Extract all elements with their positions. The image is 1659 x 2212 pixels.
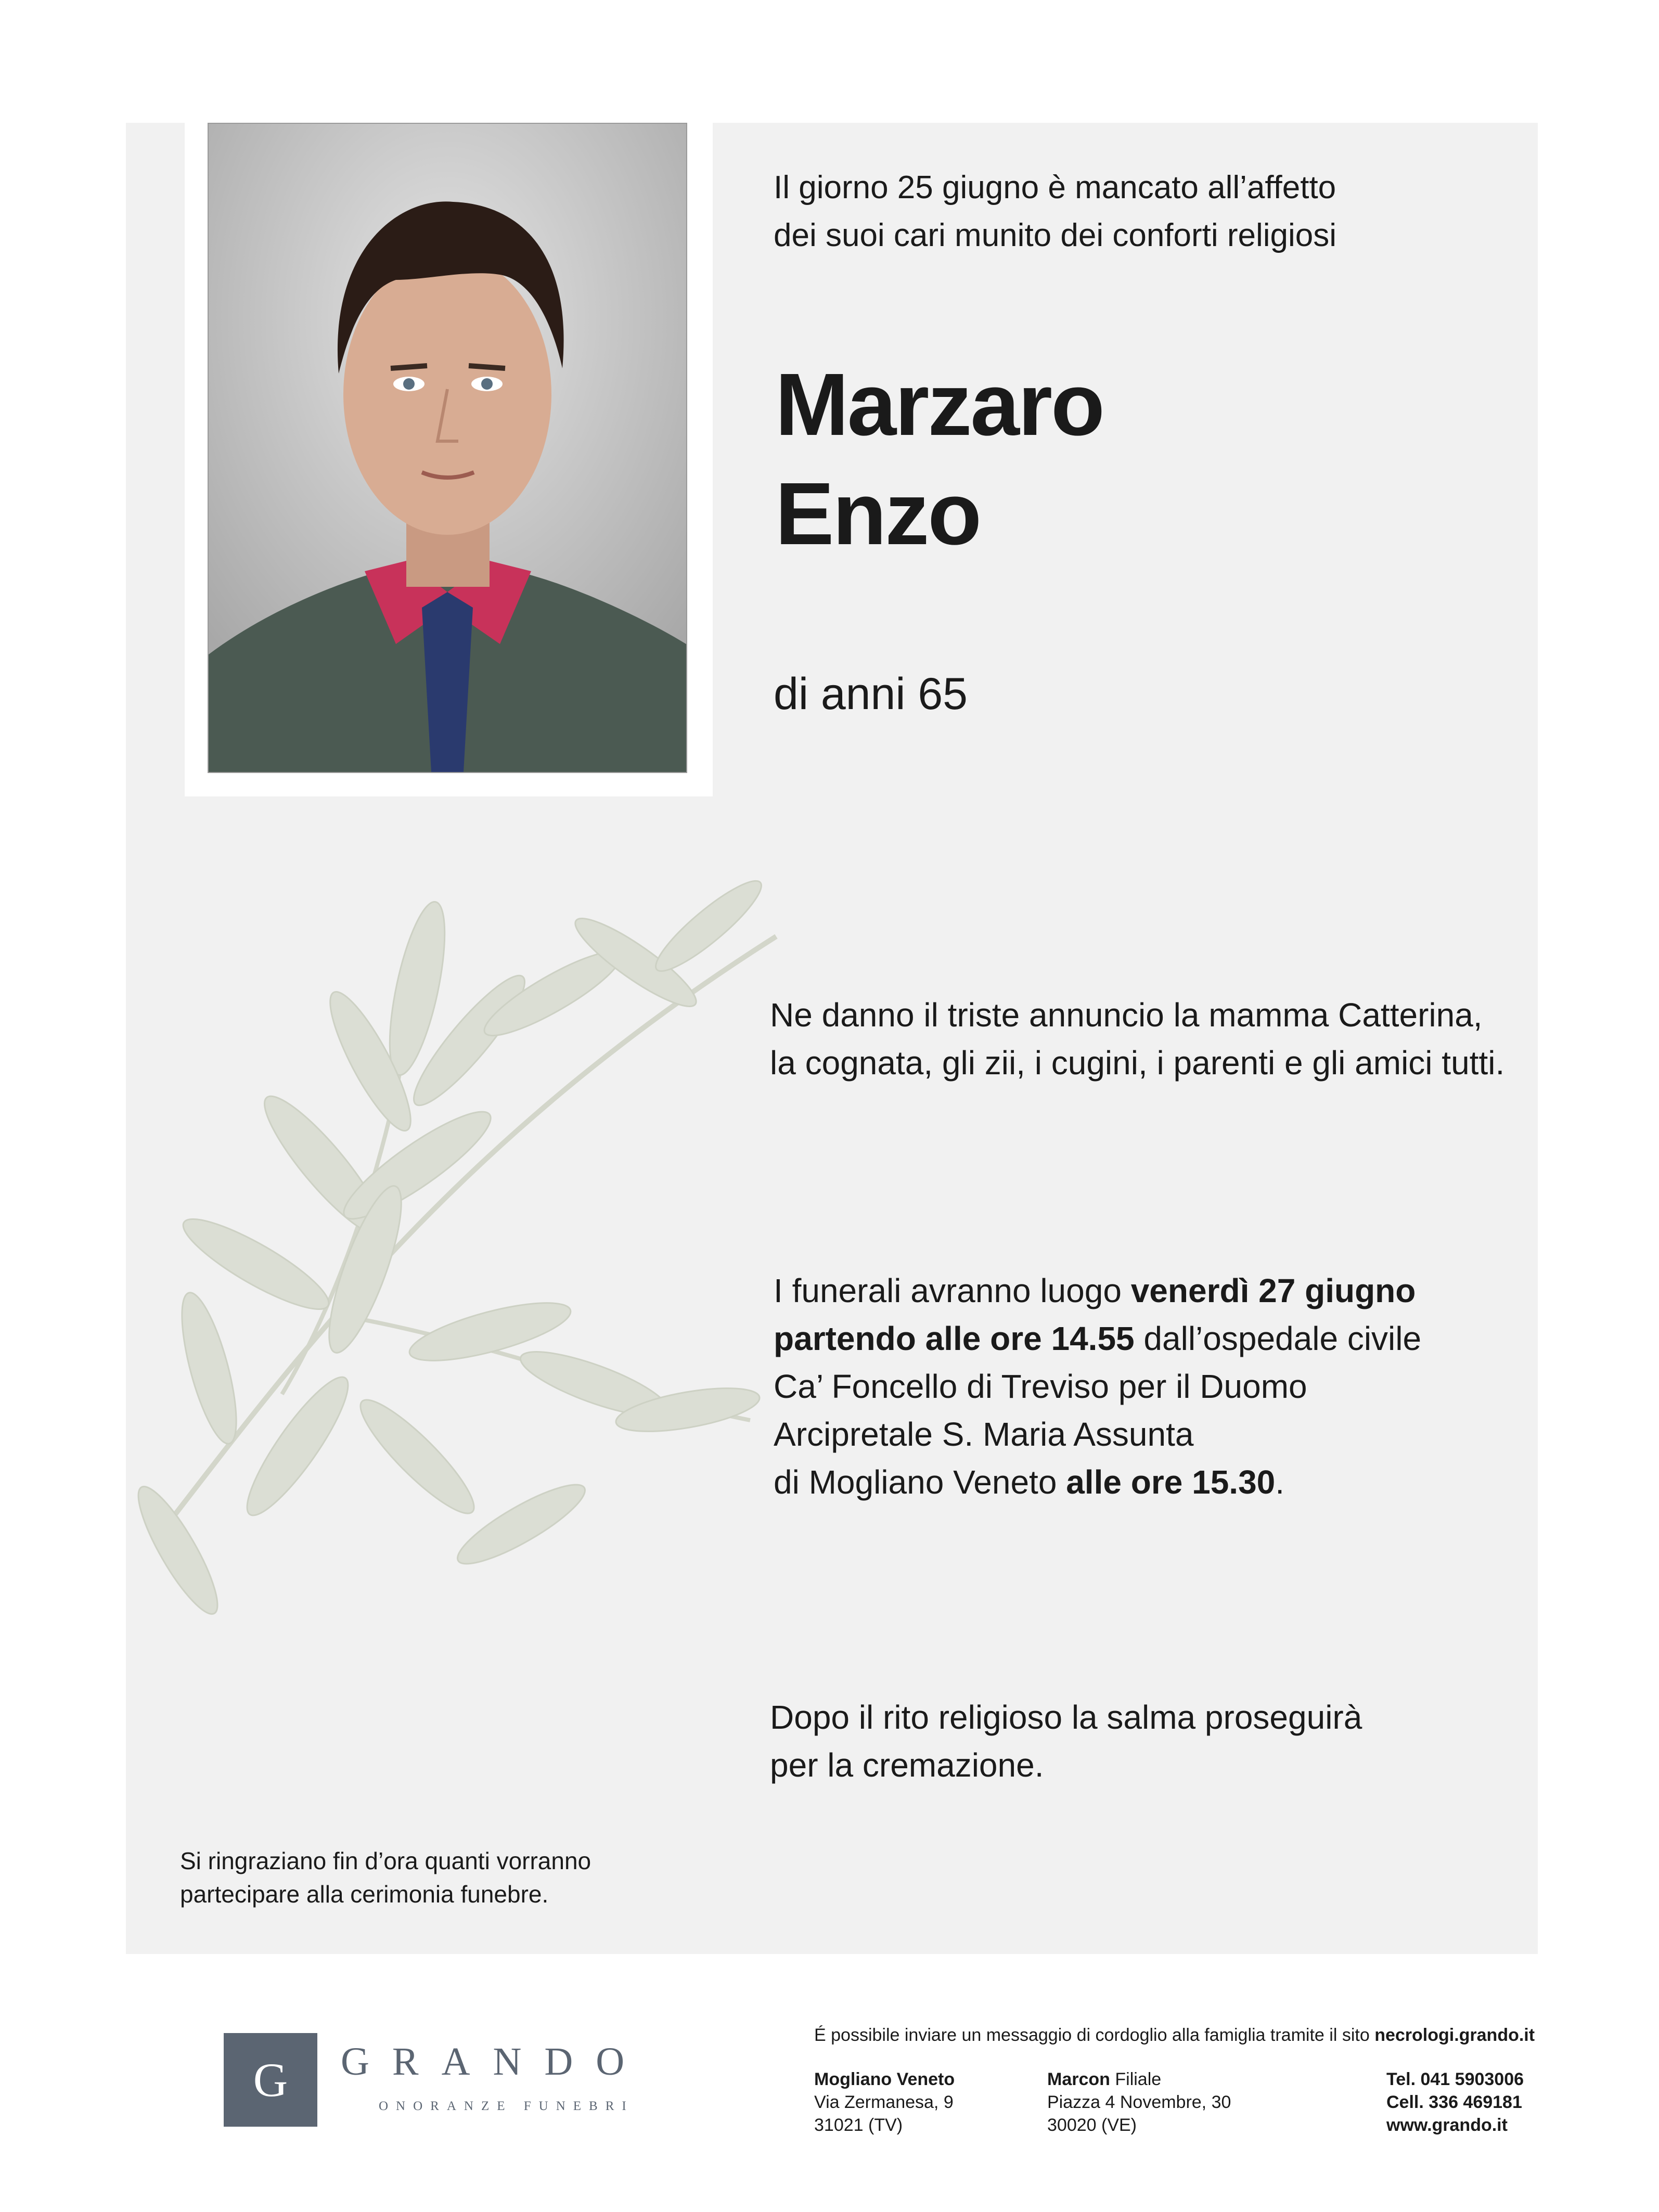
office-mogliano: Mogliano Veneto Via Zermanesa, 9 31021 (TV) [814,2069,955,2135]
mobile-number[interactable]: Cell. 336 469181 [1386,2092,1522,2112]
deceased-age: di anni 65 [774,669,968,719]
olive-branch-illustration [126,770,802,1758]
intro-text: Il giorno 25 giugno è mancato all’affetto dei suoi cari munito dei conforti religiosi [774,170,1337,253]
condolence-site-link[interactable]: necrologi.grando.it [1374,2025,1535,2045]
cremation-note: Dopo il rito religioso la salma proseguirà per la cremazione. [770,1699,1362,1784]
announcement-text: Ne danno il triste annuncio la mamma Catterina, la cognata, gli zii, i cugini, i parenti e gli amici tutti. [770,996,1505,1082]
contact-info [1386,2068,1524,2137]
grando-logo-subtitle: ONORANZE FUNEBRI [379,2099,634,2113]
portrait-image [209,124,686,772]
office-marcon: Marcon Filiale Piazza 4 Novembre, 30 30020 (VE) [1047,2069,1231,2135]
thanks-note: Si ringraziano fin d’ora quanti vorranno partecipare alla cerimonia funebre. [180,1847,591,1908]
portrait-photo [208,123,687,773]
condolence-info: É possibile inviare un messaggio di cordoglio alla famiglia tramite il sito necrologi.grando.it [814,2025,1535,2045]
grando-logo-wordmark: GRANDO [341,2040,648,2084]
deceased-first-name: Enzo [775,465,981,563]
phone-number[interactable]: Tel. 041 5903006 [1386,2069,1524,2089]
funeral-details: I funerali avranno luogo venerdì 27 giugno partendo alle ore 14.55 dall’ospedale civile Ca’ Foncello di Treviso per il Duomo Arcipretale S. Maria Assunta di Mogliano Veneto alle ore 15.30. [774,1272,1422,1501]
deceased-surname: Marzaro [775,355,1103,454]
portrait-frame [185,123,713,796]
grando-logo-mark: G [224,2033,317,2127]
website-link[interactable]: www.grando.it [1386,2115,1508,2135]
